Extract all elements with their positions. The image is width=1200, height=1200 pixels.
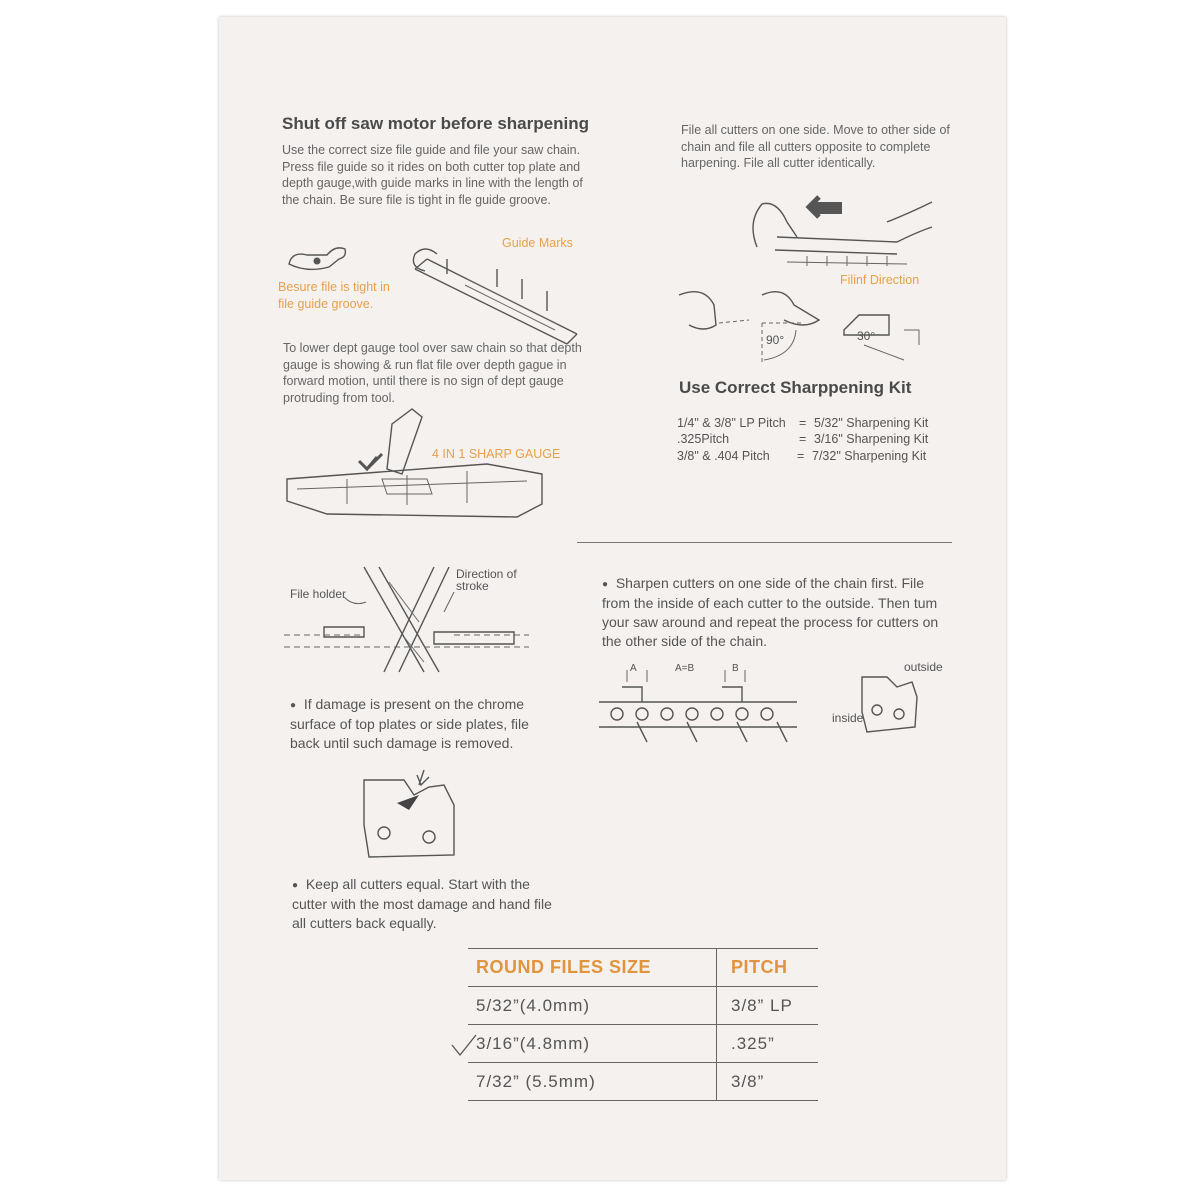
file-guide-tool-illustration <box>407 239 587 349</box>
pitch-cell: .325” <box>731 1033 775 1053</box>
header-pitch: PITCH <box>731 957 788 977</box>
kit-size: 3/16" Sharpening Kit <box>814 432 929 446</box>
checkmark-icon <box>450 1035 480 1060</box>
label-a: A <box>630 663 637 674</box>
label-file-holder: File holder <box>290 587 347 601</box>
table-row <box>468 1063 818 1101</box>
single-cutter-illustration <box>857 672 922 737</box>
para-damage-text: If damage is present on the chrome surface of top plates or side plates, file back until such damage is removed. <box>290 696 529 751</box>
file-size-cell: 3/16”(4.8mm) <box>468 1025 717 1063</box>
sharp-gauge-illustration <box>287 409 557 529</box>
label-outside: outside <box>904 660 943 674</box>
table-header-row <box>468 949 818 987</box>
para-filesize: Use the correct size file guide and file your saw chain. Press file guide so it rides on both cutter top plate and depth gauge,with guide marks in line with the length of the chain. Be sure file is tight in fle guide groove. <box>282 143 583 207</box>
chain-cutters-illustration <box>597 662 802 747</box>
label-sharp-gauge: 4 IN 1 SHARP GAUGE <box>432 447 561 461</box>
para-equal: ● Keep all cutters equal. Start with the cutter with the most damage and hand file all cutters back equally. <box>292 876 552 931</box>
filing-angle-illustration <box>674 285 924 370</box>
label-guide-marks: Guide Marks <box>502 236 573 250</box>
heading-shutoff: Shut off saw motor before sharpening <box>282 114 589 133</box>
label-angle-90: 90° <box>766 333 785 347</box>
kit-size: 5/32" Sharpening Kit <box>814 416 929 430</box>
label-filing-direction: Filinf Direction <box>840 273 920 287</box>
label-direction-stroke: Direction of stroke <box>456 567 517 593</box>
heading-kit: Use Correct Sharppening Kit <box>679 378 912 397</box>
kit-eq: = <box>797 449 805 463</box>
kit-size: 7/32" Sharpening Kit <box>812 449 927 463</box>
para-sharpen-side: ● Sharpen cutters on one side of the chain first. File from the inside of each cutter to the outside. Then tum your saw around and repeat the process for cutters on the other side of the chain. <box>602 575 939 649</box>
file-size-cell: 7/32” (5.5mm) <box>468 1063 717 1101</box>
para-equal-text: Keep all cutters equal. Start with the cutter with the most damage and hand file all cutters back equally. <box>292 876 552 931</box>
para-sharpen-side-text: Sharpen cutters on one side of the chain first. File from the inside of each cutter to the outside. Then tum your saw around and repeat the process for cutters on the other side of the chain. <box>602 575 939 649</box>
pitch-cell: 3/8” LP <box>731 995 793 1015</box>
label-besure: Besure file is tight in file guide groove. <box>278 280 390 311</box>
para-fileall: File all cutters on one side. Move to other side of chain and file all cutters opposite to complete harpening. File all cutter identically. <box>681 123 950 170</box>
kit-pitch: 3/8" & .404 Pitch <box>677 449 770 463</box>
pitch-cell: 3/8” <box>731 1071 765 1091</box>
header-round-files-size: ROUND FILES SIZE <box>468 949 717 987</box>
kit-pitch: .325Pitch <box>677 432 730 446</box>
label-a-equals-b: A=B <box>675 663 695 674</box>
section-divider <box>577 542 952 543</box>
instruction-sheet <box>219 17 1006 1180</box>
kit-eq: = <box>799 416 807 430</box>
para-depth: To lower dept gauge tool over saw chain so that depth gauge is showing & run flat file over depth gague in forward motion, until there is no sign of dept gauge protruding from tool. <box>283 341 582 405</box>
para-damage: ● If damage is present on the chrome surface of top plates or side plates, file back until such damage is removed. <box>290 696 529 751</box>
damaged-cutter-illustration <box>359 765 464 865</box>
hand-filing-illustration <box>747 192 937 272</box>
label-angle-30: 30° <box>857 329 876 343</box>
kit-pitch: 1/4" & 3/8" LP Pitch <box>677 416 786 430</box>
file-guide-icon <box>287 239 357 274</box>
label-inside: inside <box>832 711 864 725</box>
table-row <box>468 1025 818 1063</box>
kit-eq: = <box>799 432 807 446</box>
file-size-cell: 5/32”(4.0mm) <box>468 987 717 1025</box>
round-files-table <box>468 948 818 1101</box>
table-row <box>468 987 818 1025</box>
label-b: B <box>732 663 739 674</box>
